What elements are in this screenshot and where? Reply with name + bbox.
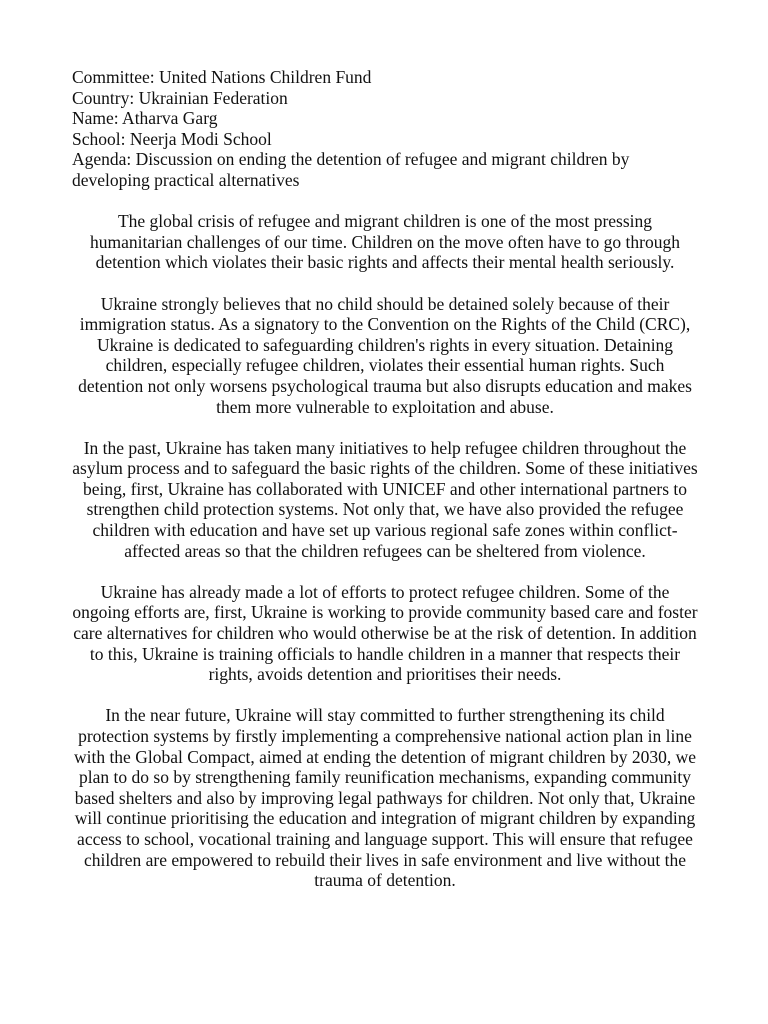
committee-line: Committee: United Nations Children Fund (72, 67, 372, 87)
agenda-line: Agenda: Discussion on ending the detention of refugee and migrant children by developing practical alternatives (72, 149, 630, 190)
paragraph-intro: The global crisis of refugee and migrant children is one of the most pressing humanitarian challenges of our time. Children on the move often have to go through detention which violates their basic rights and affects their mental health seriously. (90, 211, 680, 273)
school-line: School: Neerja Modi School (72, 128, 272, 149)
paragraph-ongoing-efforts: Ukraine has already made a lot of efforts to protect refugee children. Some of the ongoing efforts are, first, Ukraine is working to provide community based care and foster care alternatives for children who would otherwise be at the risk of detention. In addition to this, Ukraine is training officials to handle children in a manner that respects their rights, avoids detention and prioritises their needs. (72, 581, 698, 685)
country-line: Country: Ukrainian Federation (72, 87, 288, 108)
paragraph-past-actions: In the past, Ukraine has taken many initiatives to help refugee children throughout the asylum process and to safeguard the basic rights of the children. Some of these initiatives being, first, Ukraine has collaborated with UNICEF and other international partners to strengthen child protection systems. Not only that, we have also provided the refugee children with education and have set up various regional safe zones within conflict-affected areas so that the children refugees can be sheltered from violence. (72, 437, 698, 561)
document-page (72, 67, 698, 911)
paragraph-future-plans: In the near future, Ukraine will stay committed to further strengthening its child protection systems by firstly implementing a comprehensive national action plan in line with the Global Compact, aimed at ending the detention of migrant children by 2030, we plan to do so by strengthening family reunification mechanisms, expanding community based shelters and also by improving legal pathways for children. Not only that, Ukraine will continue prioritising the education and integration of migrant children by expanding access to school, vocational training and language support. This will ensure that refugee children are empowered to rebuild their lives in safe environment and live without the trauma of detention. (73, 705, 697, 891)
name-line: Name: Atharva Garg (72, 108, 218, 129)
document-header (72, 67, 698, 191)
paragraph-position: Ukraine strongly believes that no child should be detained solely because of their immigration status. As a signatory to the Convention on the Rights of the Child (CRC), Ukraine is dedicated to safeguarding children's rights in every situation. Detaining children, especially refugee children, violates their essential human rights. Such detention not only worsens psychological trauma but also disrupts education and makes them more vulnerable to exploitation and abuse. (78, 293, 692, 417)
